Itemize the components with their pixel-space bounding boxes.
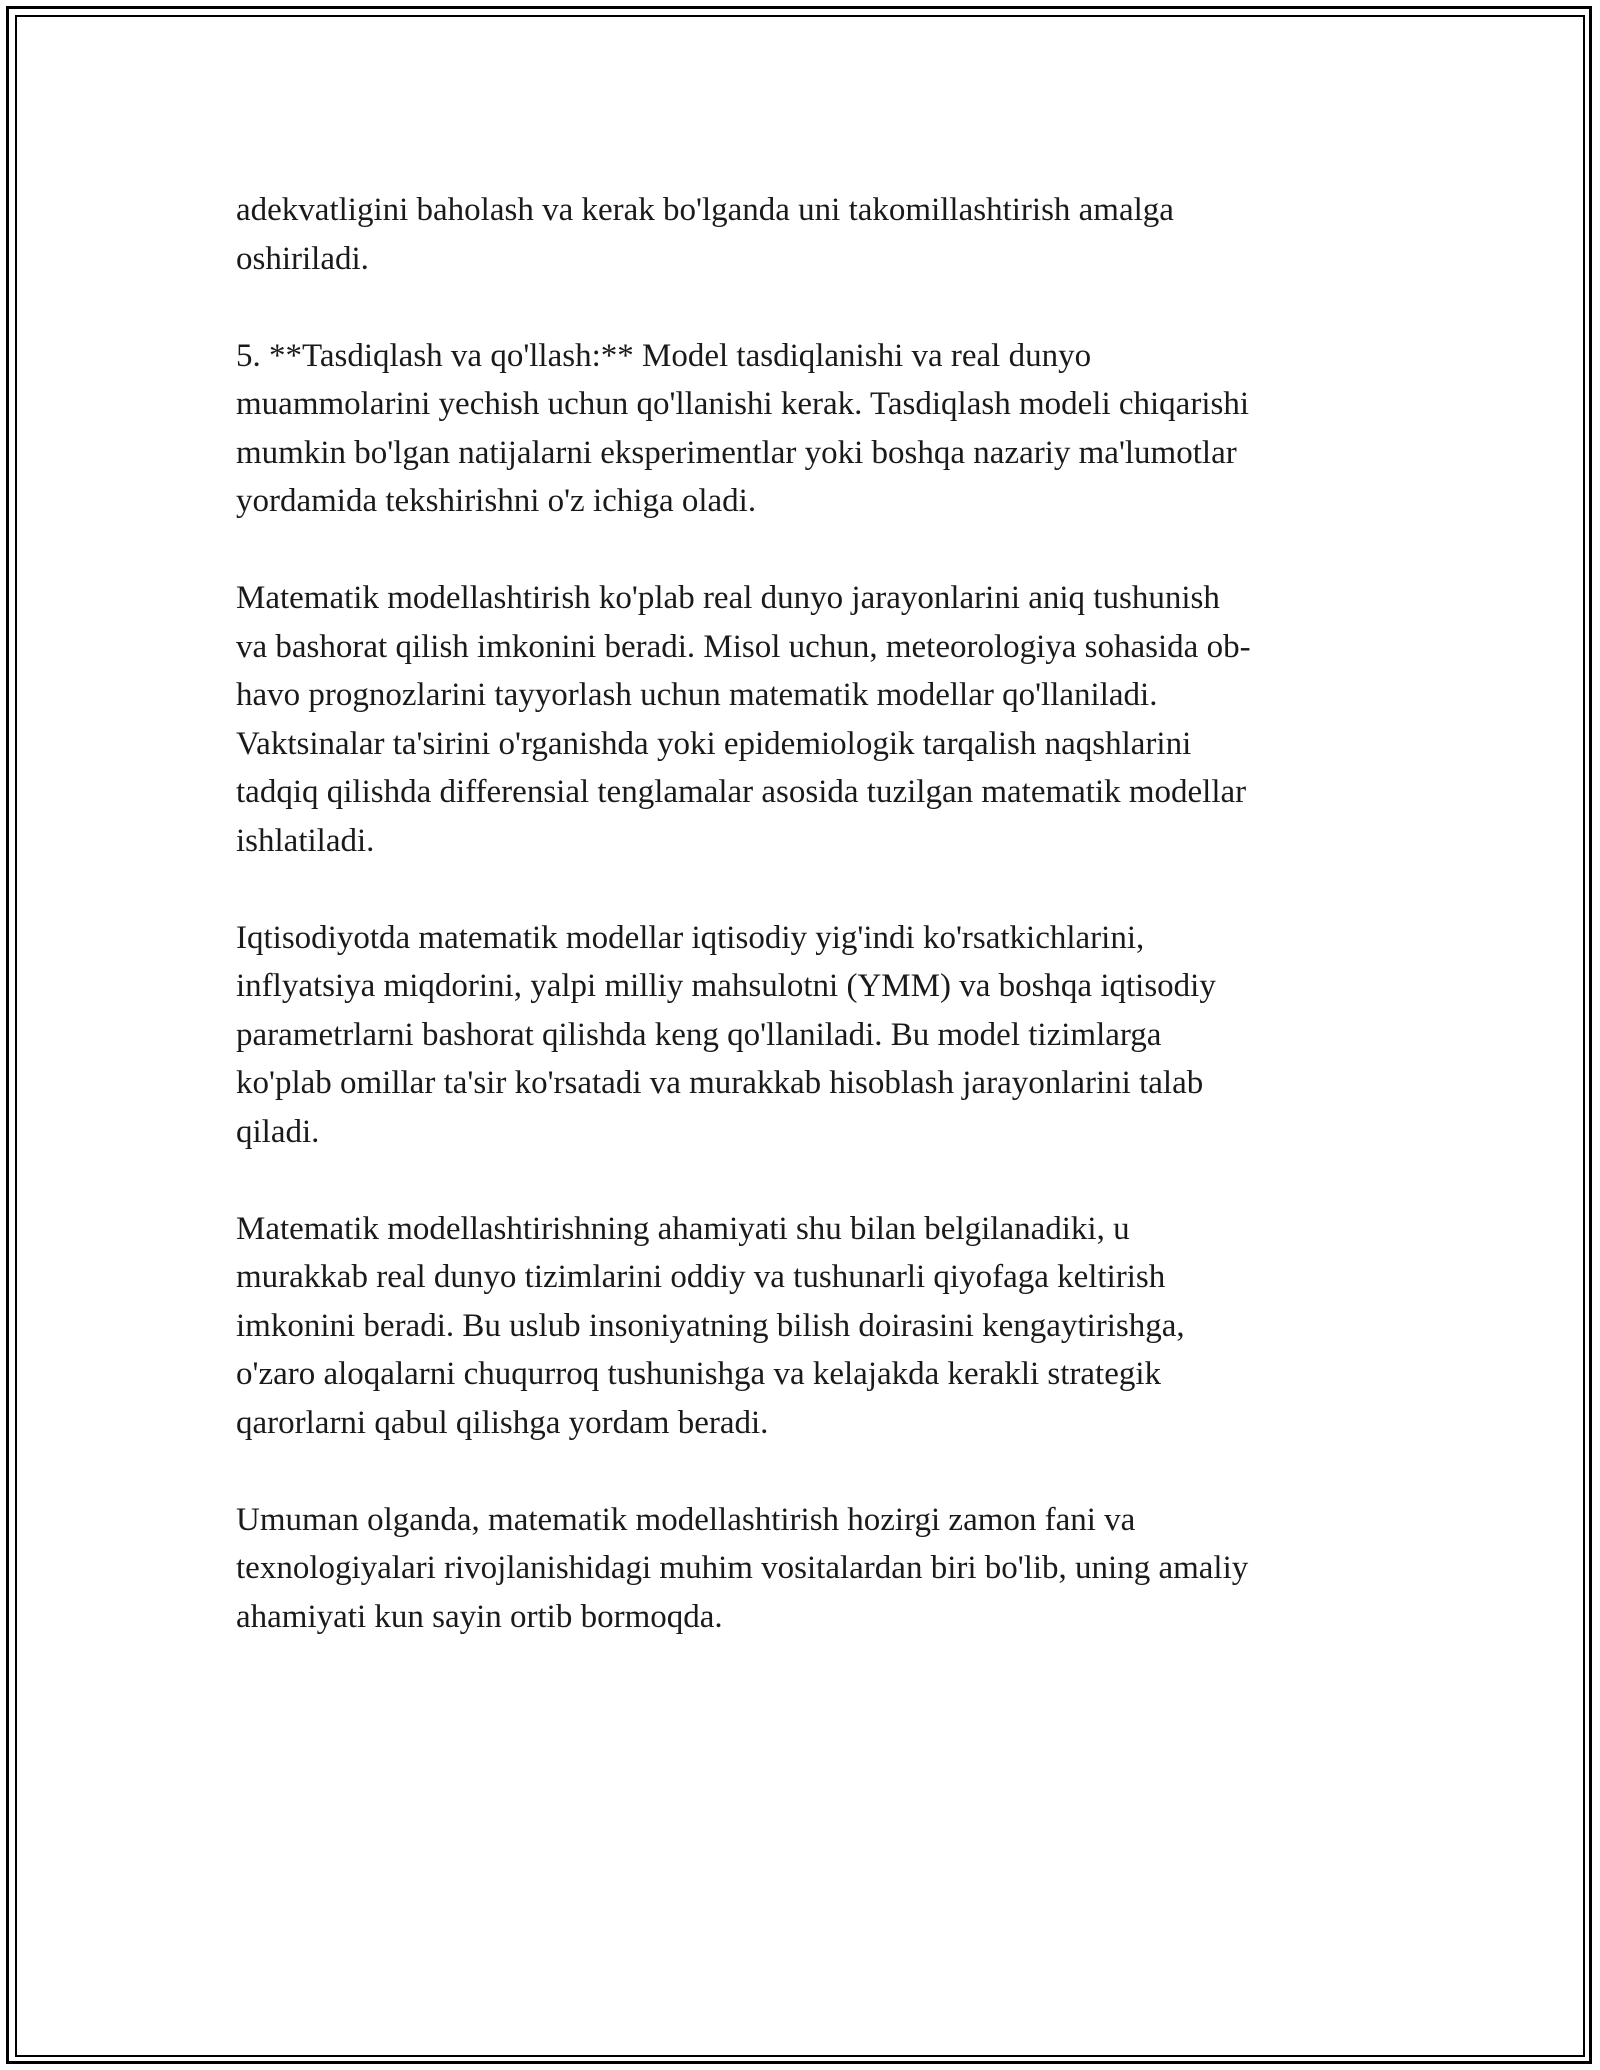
paragraph-real-world-applications: Matematik modellashtirish ko'plab real dunyo jarayonlarini aniq tushunish va bashorat qilish imkonini beradi. Misol uchun, meteorologiya sohasida ob- havo prognozlarini tayyorlash uchun matematik modellar qo'llaniladi. Vaktsinalar ta'sirini o'rganishda yoki epidemiologik tarqalish naqshlarini tadqiq qilishda differensial tenglamalar asosida tuzilgan matematik modellar ishlatiladi. <box>236 580 1251 859</box>
paragraph-validation-step: 5. **Tasdiqlash va qo'llash:** Model tasdiqlanishi va real dunyo muammolarini yechish uchun qo'llanishi kerak. Tasdiqlash modeli chiqarishi mumkin bo'lgan natijalarni eksperimentlar yoki boshqa nazariy ma'lumotlar yordamida tekshirishni o'z ichiga oladi. <box>236 337 1249 519</box>
paragraph-conclusion: Umuman olganda, matematik modellashtirish hozirgi zamon fani va texnologiyalari rivojlanishidagi muhim vositalardan biri bo'lib, uning amaliy ahamiyati kun sayin ortib bormoqda. <box>236 1501 1249 1635</box>
paragraph-economics: Iqtisodiyotda matematik modellar iqtisodiy yig'indi ko'rsatkichlarini, inflyatsiya miqdorini, yalpi milliy mahsulotni (YMM) va boshqa iqtisodiy parametrlarni bashorat qilishda keng qo'llaniladi. Bu model tizimlarga ko'plab omillar ta'sir ko'rsatadi va murakkab hisoblash jarayonlarini talab qiladi. <box>236 919 1216 1150</box>
document-body <box>236 186 1366 1690</box>
paragraph-continuation: adekvatligini baholash va kerak bo'lganda uni takomillashtirish amalga oshiriladi. <box>236 192 1174 277</box>
paragraph-importance: Matematik modellashtirishning ahamiyati shu bilan belgilanadiki, u murakkab real dunyo tizimlarini oddiy va tushunarli qiyofaga keltirish imkonini beradi. Bu uslub insoniyatning bilish doirasini kengaytirishga, o'zaro aloqalarni chuqurroq tushunishga va kelajakda kerakli strategik qarorlarni qabul qilishga yordam beradi. <box>236 1210 1185 1441</box>
